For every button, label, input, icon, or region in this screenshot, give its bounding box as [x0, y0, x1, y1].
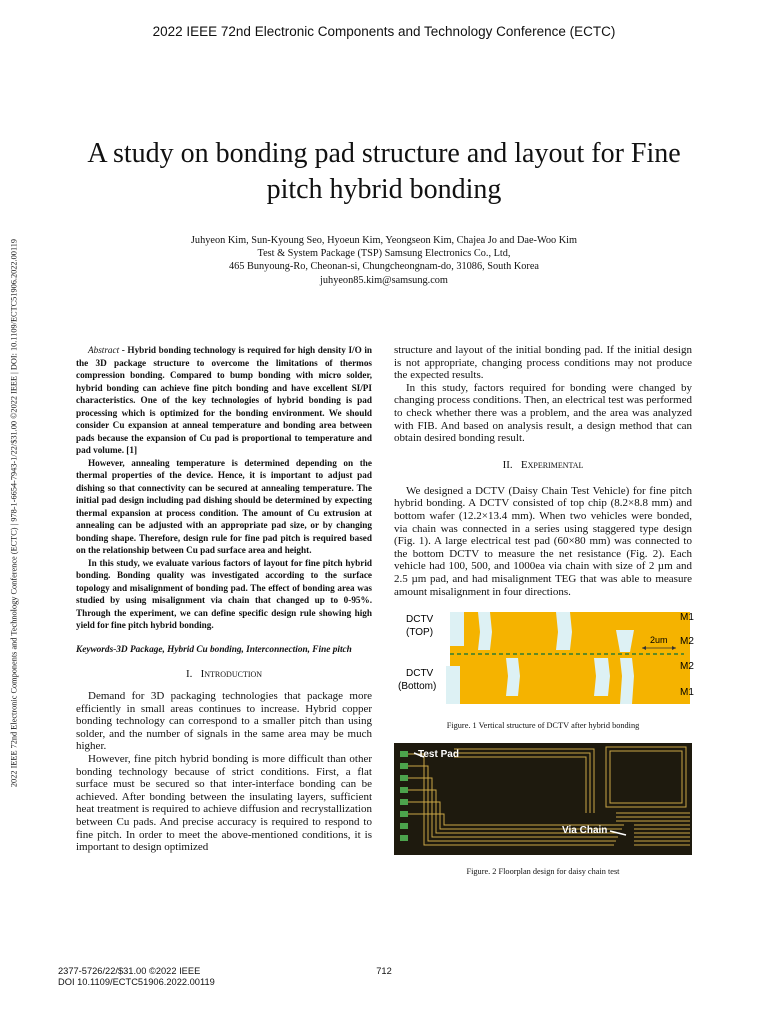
experimental-body [394, 485, 692, 598]
keywords: Keywords-3D Package, Hybrid Cu bonding, Interconnection, Fine pitch [76, 644, 352, 655]
figure-2-caption: Figure. 2 Floorplan design for daisy chain test [466, 867, 620, 877]
figure-1 [394, 604, 692, 712]
right-column [394, 344, 692, 877]
label-dctv-bottom: DCTV [406, 668, 434, 680]
right-intro-body [394, 344, 692, 445]
intro-continued-paragraph: structure and layout of the initial bonding pad. If the initial design is not appropriate, changing process conditions may not produce the expected results. [394, 344, 692, 382]
author-email[interactable]: juhyeon85.kim@samsung.com [320, 274, 448, 286]
footer-code: 2377-5726/22/$31.00 ©2022 IEEE [58, 966, 201, 976]
conference-header: 2022 IEEE 72nd Electronic Components and Technology Conference (ECTC) [152, 24, 616, 39]
side-margin-citation [8, 168, 20, 858]
label-m2-bottom: M2 [680, 661, 694, 673]
abstract-paragraph-1 [76, 344, 372, 457]
section-heading-introduction [76, 668, 372, 680]
label-dctv-top: DCTV [406, 614, 434, 626]
label-via-chain: Via Chain [562, 825, 608, 837]
page-number: 712 [376, 966, 392, 976]
dielectric-gap [594, 658, 610, 696]
abstract-text-1: - Hybrid bonding technology is required for high density I/O in the 3D package structure to overcome the limitations of thermos compression bonding. Compared to bump bonding with micro solder, hybrid bonding can achieve fine pitch bonding and have excellent SI/PI characteristics. One of the key technologies of hybrid bonding is pad processing which is optimized for the bonding environment. We should consider Cu expansion at anneal temperature and bonding area between pads because the expansion of Cu pad is proportional to temperature and pad volume. [1] [76, 345, 372, 455]
dielectric-gap [450, 612, 464, 646]
section-heading-experimental [394, 459, 692, 471]
figure-1-caption: Figure. 1 Vertical structure of DCTV after hybrid bonding [446, 721, 640, 731]
abstract-label: Abstract [88, 345, 120, 355]
introduction-body [76, 690, 372, 854]
figure-1-diagram [394, 604, 692, 712]
section-number: II. [502, 458, 513, 471]
author-address: 465 Bunyoung-Ro, Cheonan-si, Chungcheongnam-do, 31086, South Korea [228, 261, 540, 273]
footer-doi: DOI 10.1109/ECTC51906.2022.00119 [58, 977, 215, 987]
author-names: Juhyeon Kim, Sun-Kyoung Seo, Hyoeun Kim, Yeongseon Kim, Chajea Jo and Dae-Woo Kim [190, 235, 578, 246]
section-number: I. [185, 668, 193, 680]
label-bottom: (Bottom) [398, 681, 437, 693]
author-affiliation: Test & System Package (TSP) Samsung Electronics Co., Ltd, [257, 248, 511, 260]
abstract [76, 344, 372, 632]
section-title: Experimental [520, 458, 584, 471]
intro-paragraph-1: Demand for 3D packaging technologies that package more efficiently in small areas continues to increase. Hybrid copper bonding technology can correspond to a smaller pitch than using solder, and the number of signals in the same area may be much higher. [76, 690, 372, 753]
author-block [100, 234, 668, 287]
experimental-paragraph-1: We designed a DCTV (Daisy Chain Test Vehicle) for fine pitch hybrid bonding. A DCTV consisted of top chip (8.2×8.8 mm) and bottom wafer (12.2×13.4 mm). When two vehicles were bonded, via chain was connected in a series using staggered type design (Fig. 1). A large electrical test pad (60×80 mm) was connected to the bottom DCTV to measure the net resistance (Fig. 2). Each vehicle had 100, 500, and 1000ea via chain with size of 2 µm and 2.5 µm pad, and had misalignment TEG that was able to measure amount misalignment in four directions. [394, 484, 692, 598]
figure-2-floorplan [394, 743, 692, 855]
label-m1-bottom: M1 [680, 687, 694, 699]
abstract-paragraph-2: However, annealing temperature is determined depending on the thermal properties of the device. Hence, it is important to adjust pad dishing so that connectivity can be secured at annealing temperature. The initial pad design including pad dishing should be determined by expecting thermal expansion at process condition. The amount of Cu extrusion at annealing can be adjusted with an appropriate pad size, or by changing bonding shape. Therefore, design rule for fine pad pitch is required based on the relationship between Cu pad surface area and height. [76, 457, 372, 555]
dielectric-gap [556, 612, 572, 650]
dielectric-gap [446, 666, 460, 704]
label-top: (TOP) [406, 627, 434, 639]
intro-paragraph-2: However, fine pitch hybrid bonding is more difficult than other bonding technology because of strict conditions. First, a flat surface must be secured so that inter-interface bonding can be achieved. After bonding between the insulating layers, sufficient heat treatment is required to achieve diffusion and recrystallization between Cu pads. And precise accuracy is required to respond to fine pitch. In order to meet the above-mentioned conditions, it is important to design optimized [76, 752, 372, 854]
paper-title: A study on bonding pad structure and layout for Fine pitch hybrid bonding [87, 138, 681, 205]
section-title: Introduction [200, 668, 263, 680]
figure-2 [394, 743, 692, 860]
side-margin-text: 2022 IEEE 72nd Electronic Components and Technology Conference (ECTC) | 978-1-6654-7943-1/22/$31.00 ©2022 IEEE | DOI: 10.1109/ECTC51906.2022.00119 [9, 238, 19, 788]
label-test-pad: Test Pad [418, 749, 459, 761]
label-m1-top: M1 [680, 612, 694, 624]
dielectric-gap [478, 612, 492, 650]
left-column [76, 344, 372, 854]
dielectric-gap [620, 658, 634, 704]
label-m2-top: M2 [680, 636, 694, 648]
dielectric-gap [506, 658, 520, 696]
label-dimension: 2um [650, 635, 668, 646]
abstract-paragraph-3: In this study, we evaluate various factors of layout for fine pitch hybrid bonding. Bonding quality was investigated according to the surface topology and misalignment of bonding pad. The effect of bonding area was studied by using misalignment via chain that changed up to 0-95%. Through the experiment, we can define specific design rule showing high yield for fine pitch hybrid bonding. [76, 557, 372, 630]
intro-paragraph-3: In this study, factors required for bonding were changed by changing process conditions. Then, an electrical test was performed to check whether there was a problem, and the area was analyzed with FIB. And based on analysis result, a design method that can obtain desired bonding result. [394, 381, 692, 445]
